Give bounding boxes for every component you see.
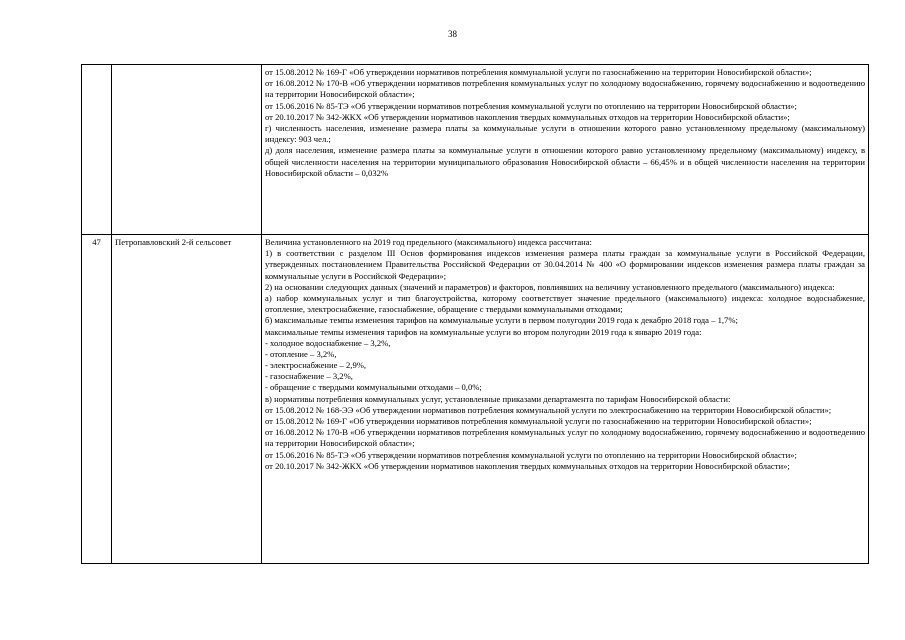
settlement-name bbox=[112, 65, 262, 235]
paragraph: максимальные темпы изменения тарифов на коммунальные услуги во втором полугодии 2019 года к январю 2019 года: bbox=[265, 326, 702, 337]
paragraph: от 15.08.2012 № 169-Г «Об утверждении нормативов потребления коммунальной услуги по газоснабжению на территории Новосибирской области»; bbox=[265, 416, 812, 426]
paragraph: в) нормативы потребления коммунальных услуг, установленные приказами департамента по тарифам Новосибирской области: bbox=[265, 393, 731, 404]
list-item: - газоснабжение – 3,2%, bbox=[265, 371, 353, 382]
paragraph: 2) на основании следующих данных (значений и параметров) и факторов, повлиявших на величину установленного предельного (максимального) индекса: bbox=[265, 281, 835, 292]
paragraph: б) максимальные темпы изменения тарифов на коммунальные услуги в первом полугодии 2019 года к декабрю 2018 года – 1,7%; bbox=[265, 315, 738, 326]
row-number bbox=[82, 65, 112, 235]
list-item: - отопление – 3,2%, bbox=[265, 348, 337, 359]
page-number: 38 bbox=[448, 29, 457, 39]
paragraph: от 15.08.2012 № 169-Г «Об утверждении нормативов потребления коммунальной услуги по газоснабжению на территории Новосибирской области»; bbox=[265, 67, 812, 77]
paragraph: 1) в соответствии с разделом III Основ формирования индексов изменения размера платы граждан за коммунальные услуги в Российской Федерации, утвержденных постановлением Правительства Российской Федерации от 30.04.2014 № 400 «О формировании индексов изменения размера платы граждан за коммунальные услуги в Российской Федерации»; bbox=[265, 248, 865, 281]
row-number: 47 bbox=[82, 235, 112, 564]
paragraph: от 16.08.2012 № 170-В «Об утверждении нормативов потребления коммунальных услуг по холодному водоснабжению, горячему водоснабжению и водоотведению на территории Новосибирской области»; bbox=[265, 78, 865, 100]
index-table bbox=[81, 64, 869, 564]
list-item: - обращение с твердыми коммунальными отходами – 0,0%; bbox=[265, 382, 482, 393]
paragraph: от 15.06.2016 № 85-ТЭ «Об утверждении нормативов потребления коммунальной услуги по отоплению на территории Новосибирской области»; bbox=[265, 100, 797, 111]
paragraph: д) доля населения, изменение размера платы за коммунальные услуги в отношении которого равно установленному предельному (максимальному) индексу, в общей численности населения на территории муниципального образования Новосибирской области – 66,45% и в общей численности населения на территории Новосибирской области – 0,032% bbox=[265, 145, 865, 178]
paragraph: г) численность населения, изменение размера платы за коммунальные услуги в отношении которого равно установленному предельному (максимальному) индексу: 903 чел.; bbox=[265, 122, 865, 145]
paragraph: от 16.08.2012 № 170-В «Об утверждении нормативов потребления коммунальных услуг по холодному водоснабжению, горячему водоснабжению и водоотведению на территории Новосибирской области»; bbox=[265, 427, 865, 449]
list-item: - электроснабжение – 2,9%, bbox=[265, 360, 367, 371]
paragraph: от 15.06.2016 № 85-ТЭ «Об утверждении нормативов потребления коммунальной услуги по отоплению на территории Новосибирской области»; bbox=[265, 449, 797, 460]
settlement-name: Петропавловский 2-й сельсовет bbox=[112, 235, 262, 564]
list-item: - холодное водоснабжение – 3,2%, bbox=[265, 337, 391, 348]
table-row bbox=[82, 65, 869, 235]
table-row bbox=[82, 235, 869, 564]
justification-text bbox=[262, 235, 869, 564]
paragraph: от 15.08.2012 № 168-ЭЭ «Об утверждении нормативов потребления коммунальной услуги по электроснабжению на территории Новосибирской области»; bbox=[265, 404, 832, 415]
paragraph: а) набор коммунальных услуг и тип благоустройства, которому соответствует значение предельного (максимального) индекса: холодное водоснабжение, отопление, электроснабжение, газоснабжение, обращение с твердыми коммунальными отходами; bbox=[265, 292, 865, 315]
paragraph: от 20.10.2017 № 342-ЖКХ «Об утверждении нормативов накопления твердых коммунальных отходов на территории Новосибирской области»; bbox=[265, 111, 790, 122]
paragraph: от 20.10.2017 № 342-ЖКХ «Об утверждении нормативов накопления твердых коммунальных отходов на территории Новосибирской области»; bbox=[265, 460, 790, 471]
justification-text bbox=[262, 65, 869, 235]
paragraph: Величина установленного на 2019 год предельного (максимального) индекса рассчитана: bbox=[265, 237, 592, 247]
